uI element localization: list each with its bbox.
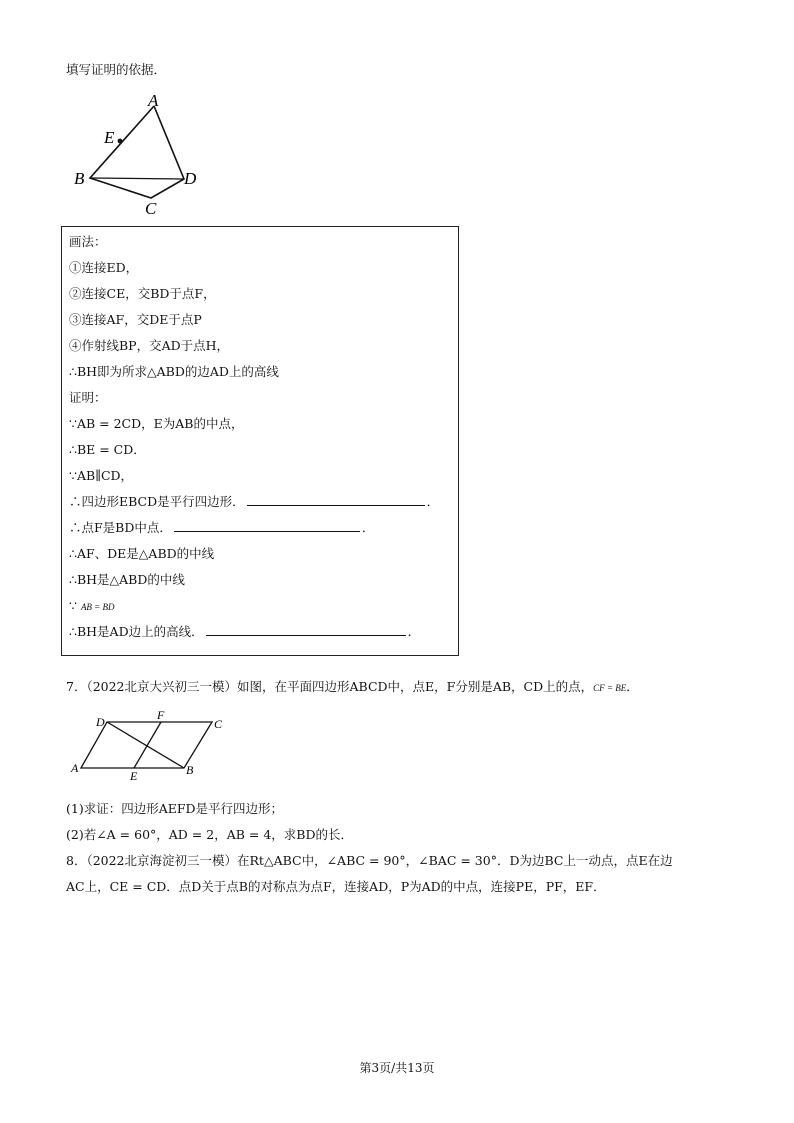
page-footer: 第3页/共13页 bbox=[359, 1061, 435, 1075]
q7-part-2: (2)若∠A = 60°，AD = 2，AB = 4，求BD的长． bbox=[66, 827, 353, 842]
proof-line-6: ∴AF、DE是△ABD的中线 bbox=[69, 546, 215, 561]
q7-label-C: C bbox=[214, 717, 223, 731]
proof-line-2: ∴BE = CD． bbox=[69, 442, 146, 457]
label-D: D bbox=[184, 169, 197, 188]
step-3: ③连接AF，交DE于点P bbox=[69, 312, 202, 327]
step-1: ①连接ED， bbox=[69, 260, 139, 275]
step-conclusion: ∴BH即为所求△ABD的边AD上的高线 bbox=[69, 364, 279, 379]
q7-label-E: E bbox=[130, 769, 138, 783]
step-4: ④作射线BP，交AD于点H， bbox=[69, 338, 230, 353]
q7-condition: CF = BE bbox=[593, 683, 627, 693]
proof-line-9-end: ． bbox=[407, 624, 421, 639]
label-B: B bbox=[74, 169, 85, 188]
q7-label-B: B bbox=[186, 763, 194, 777]
q7-source: 7．（2022北京大兴初三一模）如图，在平面四边形 bbox=[66, 679, 350, 694]
proof-title: 证明： bbox=[69, 390, 107, 405]
q7-label-F: F bbox=[157, 708, 165, 722]
label-A: A bbox=[148, 91, 159, 110]
q7-label-D: D bbox=[96, 715, 105, 729]
q7-label-A: A bbox=[71, 761, 79, 775]
because-symbol: ∵ bbox=[69, 598, 77, 613]
proof-line-9 bbox=[69, 623, 420, 641]
proof-line-3: ∵AB∥CD， bbox=[69, 468, 134, 483]
q7-stem bbox=[66, 678, 639, 697]
method-title: 画法： bbox=[69, 234, 107, 249]
label-E: E bbox=[104, 128, 115, 147]
ab-equals-bd: AB = BD bbox=[80, 602, 115, 612]
proof-line-5-text: ∴点F是BD中点． bbox=[69, 520, 172, 535]
proof-line-4 bbox=[69, 493, 439, 511]
proof-line-5-end: ． bbox=[361, 520, 375, 535]
proof-line-5 bbox=[69, 519, 374, 537]
q7-stem-end: ． bbox=[626, 679, 639, 694]
q8-line-1: 8．（2022北京海淀初三一模）在Rt△ABC中，∠ABC = 90°，∠BAC = 30°．D为边BC上一动点，点E在边 bbox=[66, 853, 673, 868]
proof-line-1: ∵AB = 2CD，E为AB的中点， bbox=[69, 416, 244, 431]
answer-blank-1[interactable] bbox=[247, 493, 425, 506]
figure-parallelogram bbox=[66, 706, 226, 786]
proof-line-4-end: ． bbox=[426, 494, 440, 509]
proof-line-7: ∴BH是△ABD的中线 bbox=[69, 572, 185, 587]
figure-quadrilateral-abcd bbox=[66, 88, 216, 218]
step-2: ②连接CE，交BD于点F， bbox=[69, 286, 216, 301]
q7-part-1: (1)求证：四边形AEFD是平行四边形； bbox=[66, 801, 284, 816]
q7-stem-mid: ABCD中，点E，F分别是AB，CD上的点， bbox=[349, 679, 594, 694]
answer-blank-2[interactable] bbox=[174, 519, 360, 532]
proof-line-4-text: ∴四边形EBCD是平行四边形． bbox=[69, 494, 245, 509]
proof-line-9-text: ∴BH是AD边上的高线． bbox=[69, 624, 204, 639]
answer-blank-3[interactable] bbox=[206, 623, 406, 636]
intro-text: 填写证明的依据． bbox=[66, 62, 167, 77]
label-C: C bbox=[145, 199, 157, 218]
q8-line-2: AC上，CE = CD．点D关于点B的对称点为点F，连接AD，P为AD的中点，连接PE，PF，EF． bbox=[66, 879, 606, 894]
proof-line-8 bbox=[69, 597, 115, 616]
